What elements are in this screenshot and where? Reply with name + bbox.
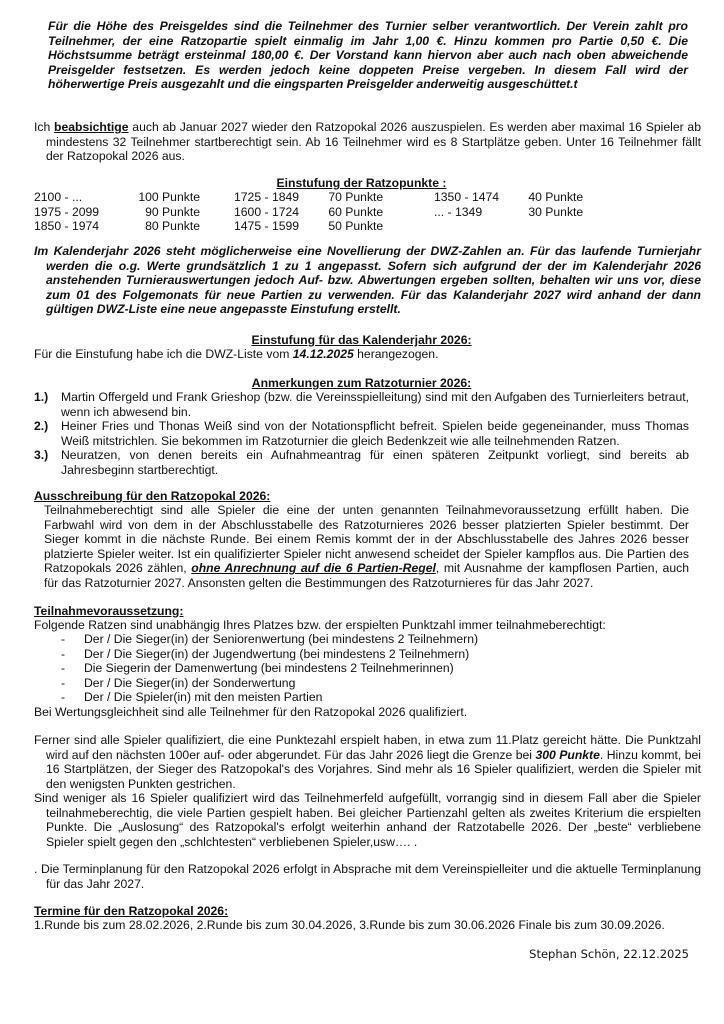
bullet-dash: - [61,675,66,690]
note-item [34,448,689,477]
requirement-text: Der / Die Spieler(in) mit den meisten Partien [84,690,323,705]
score-range [434,219,528,234]
tender-text-after: , mit Ausnahme der kampflosen Partien, auch für das Ratzoturnier 2027. Ansonsten gelten die Bestimmungen des Ratzoturnieres für das Jahr 2027. [44,561,689,590]
calendar-prefix: Für die Einstufung habe ich die DWZ-Liste vom [34,347,293,361]
score-points: 60 Punkte [328,204,384,219]
plan-prefix: Ich [34,120,55,134]
bullet-dash: - [61,690,66,705]
plan-paragraph [34,120,701,164]
score-range: 1975 - 2099 [34,204,100,219]
dwz-novelty-paragraph: Im Kalenderjahr 2026 steht möglicherweise eine Novellierung der DWZ-Zahlen an. Für das laufende Turnierjahr werden die o.g. Werte grundsätzlich 1 zu 1 angepasst. Sofern sich aufgrund der der im Kalenderjahr 2026 anstehenden Turnierauswertungen jedoch Auf- bzw. Abwertungen ergeben sollten, behalten wir uns vor, diese zum 01 des Folgemonats für neue Partien zu verwenden. Für das Kalanderjahr 2027 wird anhand der dann gültigen DWZ-Liste eine neue angepasste Einstufung erstellt. [34,244,701,317]
score-range: 1850 - 1974 [34,219,100,234]
scheduling-paragraph: . Die Terminplanung für den Ratzopokal 2026 erfolgt in Absprache mit dem Vereinspielleiter und die aktuelle Terminplanung für das Jahr 2027. [34,862,701,891]
requirement-text: Der / Die Sieger(in) der Seniorenwertung (bei mindestens 2 Teilnehmern) [84,632,479,646]
score-table [34,190,634,234]
requirement-item [34,676,689,691]
notes-list [34,390,689,478]
requirement-text: Die Siegerin der Damenwertung (bei mindestens 2 Teilnehmerinnen) [84,661,454,676]
score-points: 70 Punkte [328,190,384,204]
bullet-dash: - [61,646,66,661]
further-qualification-paragraph [34,733,701,791]
requirement-text: Der / Die Sieger(in) der Jugendwertung (bei mindestens 2 Teilnehmern) [84,646,470,661]
score-range: 1725 - 1849 [234,190,300,204]
score-points [528,219,634,234]
dates-heading: Termine für den Ratzopokal 2026: [34,904,229,918]
score-points: 50 Punkte [328,219,384,234]
score-table-heading: Einstufung der Ratzopunkte : [276,176,447,190]
tender-paragraph [44,503,689,591]
requirements-heading: Teilnahmevoraussetzung: [34,604,184,618]
score-points: 80 Punkte [145,219,200,234]
score-range: 1475 - 1599 [234,219,300,234]
score-points: 100 Punkte [138,190,200,204]
score-range: ... - 1349 [434,204,483,219]
score-row [34,190,634,205]
requirement-item [34,661,689,676]
requirement-item [34,647,689,662]
notes-heading: Anmerkungen zum Ratzoturnier 2026: [251,376,472,390]
tender-text-before: Teilnahmeberechtigt sind alle Spieler die eine der unten genannten Teilnahmevoraussetzung erfüllt haben. Die Farbwahl wird von dem in der Abschlusstabelle des Ratzoturnieres 2026 besser platzierten Spieler bestimmt. Der Sieger kommt in die nächste Runde. Bei einem Remis kommt der in der Abschlusstabelle des Jahres 2026 besser platzierte Spieler weiter. Ist ein qualifizierter Spieler nicht anwesend scheidet der Spieler kampflos aus. Die Partien des Ratzopokals 2026 zählen, [44,503,689,576]
further-text-before: Ferner sind alle Spieler qualifiziert, die eine Punktezahl erspielt haben, in etwa zum 11.Platz gereicht hätte. Die Punktzahl wird auf den nächsten 100er auf- oder abgerundet. Für das Jahr 2026 liegt die Grenze bei [34,733,701,762]
calendar-paragraph [34,347,689,362]
calendar-heading: Einstufung für das Kalenderjahr 2026: [251,333,472,347]
score-range: 1600 - 1724 [234,204,300,219]
plan-emphasis: beabsichtige [54,120,129,134]
tie-note: Bei Wertungsgleichheit sind alle Teilnehmer für den Ratzopokal 2026 qualifiziert. [34,705,468,719]
calendar-suffix: herangezogen. [353,347,439,361]
note-item [34,390,689,419]
score-range: 1350 - 1474 [434,190,500,204]
requirements-list [34,632,689,705]
note-number: 3.) [34,448,49,463]
note-number: 1.) [34,390,49,404]
requirement-item [34,632,689,647]
note-text: Martin Offergeld und Frank Grieshop (bzw. die Vereinsspielleitung) sind mit den Aufgaben des Turnierleiters betraut, wenn ich abwesend bin. [61,390,689,419]
requirement-item [34,690,689,705]
note-text: Heiner Fries und Thonas Weiß sind von der Notationspflicht befreit. Spielen beide gegeneinander, muss Thomas Weiß mitstrichlen. Sie bekommen im Ratzoturnier die gleich Bedenkzeit wie alle teilnehmenden Ratzen. [61,419,689,448]
tender-emphasis: ohne Anrechnung auf die 6 Partien-Regel [191,561,436,576]
fewer-players-paragraph: Sind weniger als 16 Spieler qualifiziert wird das Teilnehmerfeld aufgefüllt, vorrangig sind in diesem Fall aber die Spieler teilnahmeberechtig, die viele Partien gespielt haben. Bei gleicher Partienzahl gelten als zweites Kriterium die erspielten Punkte. Die „Auslosung“ des Ratzopokal's erfolgt weiterhin anhand der Ratzotabelle 2026. Der „beste“ verbliebene Spieler spielt gegen den „schlchtesten“ verbliebenen Spieler,usw…. . [34,791,701,849]
score-row [34,219,634,234]
plan-text: auch ab Januar 2027 wieder den Ratzopokal 2026 auszuspielen. Es werden aber maximal 16 Spieler ab mindestens 32 Teilnehmer startberechtigt sein. Ab 16 Teilnehmer wird es 8 Startplätze geben. Unter 16 Teilnehmer fällt der Ratzopokal 2026 aus. [46,120,701,164]
further-emphasis: 300 Punkte [535,747,600,762]
requirement-text: Der / Die Sieger(in) der Sonderwertung [84,675,296,690]
signature: Stephan Schön, 22.12.2025 [529,947,689,961]
tender-heading: Ausschreibung für den Ratzopokal 2026: [34,489,271,503]
calendar-date: 14.12.2025 [292,347,354,361]
note-number: 2.) [34,419,49,434]
note-item [34,419,689,448]
dates-paragraph: 1.Runde bis zum 28.02.2026, 2.Runde bis zum 30.04.2026, 3.Runde bis zum 30.06.2026 Finale bis zum 30.09.2026. [34,918,665,932]
requirements-intro: Folgende Ratzen sind unabhängig Ihres Platzes bzw. der erspielten Punktzahl immer teilnahmeberechtigt: [34,618,606,632]
bullet-dash: - [61,632,66,646]
score-range: 2100 - ... [34,190,83,204]
further-text-after: . Hinzu kommt, bei 16 Startplätzen, der Sieger des Ratzopokal's des Vorjahres. Sind mehr als 16 Spieler qualifiziert, werden die Spieler mit den wenigsten Punkten gestrichen. [46,747,701,791]
score-points: 40 Punkte [528,190,584,204]
score-points: 30 Punkte [528,204,584,219]
prize-money-paragraph: Für die Höhe des Preisgeldes sind die Teilnehmer des Turnier selber verantwortlich. Der Verein zahlt pro Teilnehmer, der eine Ratzopartie spielt einmalig im Jahr 1,00 €. Hinzu kommen pro Partie 0,50 €. Die Höchstsumme beträgt ersteinmal 180,00 €. Der Vorstand kann hiervon aber auch nach oben abweichende Preisgelder festsetzen. Es werden jedoch keine doppeten Preise vergeben. In diesem Fall wird der höherwertige Preis ausgezahlt und die eingsparten Preisgelder anderweitig ausgeschüttet.t [48,19,688,92]
score-row [34,205,634,220]
score-points: 90 Punkte [145,204,200,219]
note-text: Neuratzen, von denen bereits ein Aufnahmeantrag für einen späteren Zeitpunkt vorliegt, sind bereits ab Jahresbeginn startberechtigt. [61,448,689,477]
bullet-dash: - [61,661,66,676]
